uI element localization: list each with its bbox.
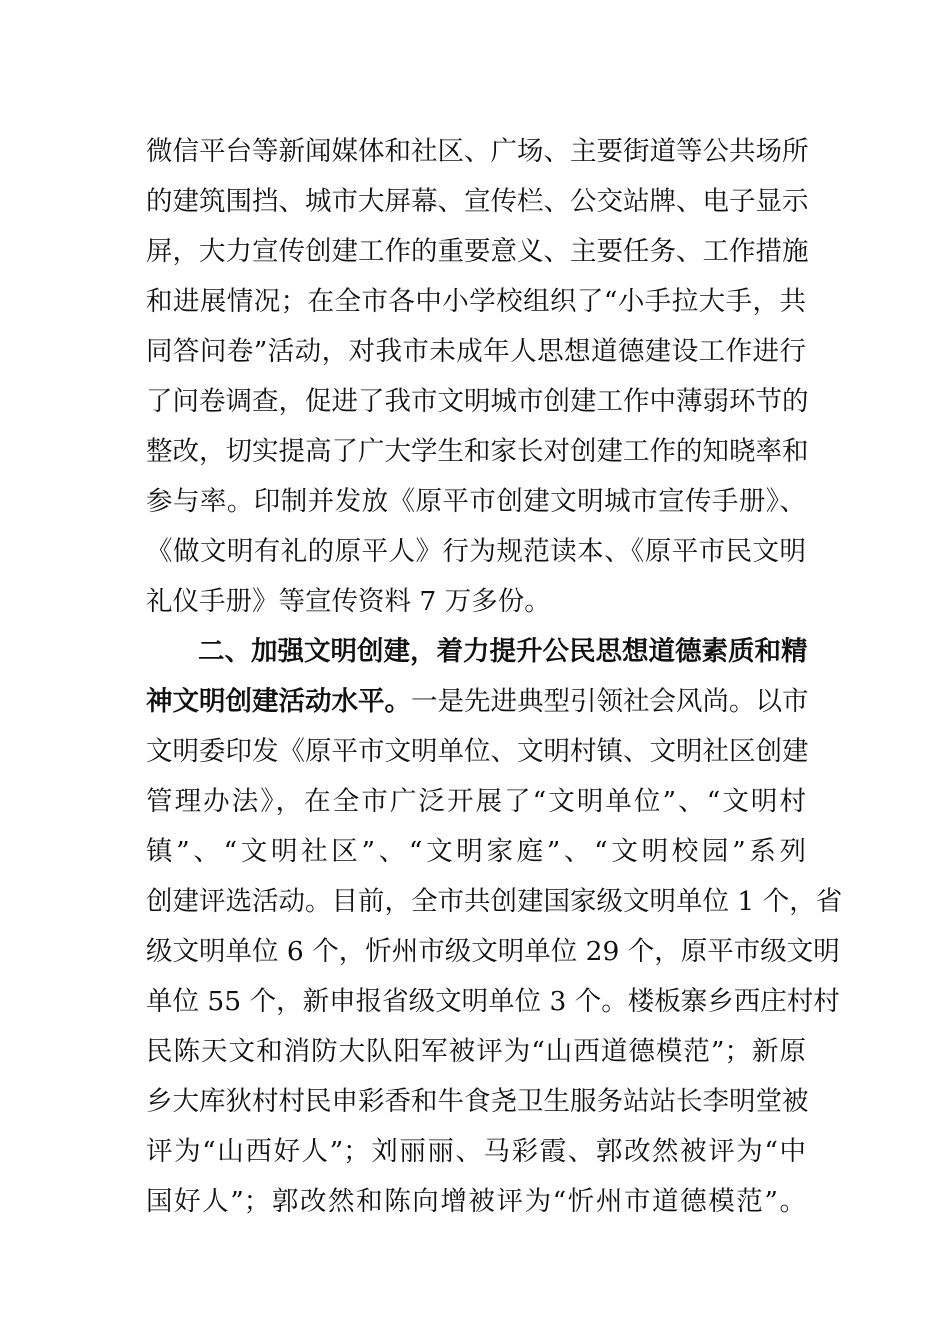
paragraph-line: 级文明单位 6 个，忻州市级文明单位 29 个，原平市级文明: [146, 936, 840, 967]
paragraph-line: 单位 55 个，新申报省级文明单位 3 个。楼板寨乡西庄村村: [146, 986, 840, 1017]
paragraph-line: 创建评选活动。目前，全市共创建国家级文明单位 1 个，省: [146, 886, 843, 917]
paragraph-line: [146, 678, 809, 726]
paragraph-line: 国好人”；郭改然和陈向增被评为“忻州市道德模范”。: [146, 1186, 806, 1217]
paragraph-line: 和进展情况；在全市各中小学校组织了“小手拉大手，共: [146, 286, 806, 317]
paragraph-line: 文明委印发《原平市文明单位、文明村镇、文明社区创建: [146, 736, 809, 767]
paragraph-line: 镇”、“文明社区”、“文明家庭”、“文明校园”系列: [146, 836, 806, 867]
paragraph-line: 乡大库狄村村民申彩香和牛食尧卫生服务站站长李明堂被: [146, 1086, 809, 1117]
paragraph-line: 礼仪手册》等宣传资料 7 万多份。: [146, 586, 551, 617]
paragraph-line: 评为“山西好人”；刘丽丽、马彩霞、郭改然被评为“中: [146, 1136, 806, 1167]
section-heading: 二、加强文明创建，着力提升公民思想道德素质和精: [198, 636, 808, 667]
paragraph-line: 了问卷调查，促进了我市文明城市创建工作中薄弱环节的: [146, 386, 809, 417]
paragraph-line: 微信平台等新闻媒体和社区、广场、主要街道等公共场所: [146, 136, 809, 167]
paragraph-line: 同答问卷”活动，对我市未成年人思想道德建设工作进行: [146, 336, 806, 367]
section-heading-continuation: 神文明创建活动水平。: [146, 686, 411, 717]
paragraph-line: 《做文明有礼的原平人》行为规范读本、《原平市民文明: [146, 536, 806, 567]
paragraph-line: 的建筑围挡、城市大屏幕、宣传栏、公交站牌、电子显示: [146, 186, 809, 217]
paragraph-text: 一是先进典型引领社会风尚。以市: [411, 686, 809, 717]
paragraph-line: 整改，切实提高了广大学生和家长对创建工作的知晓率和: [146, 436, 809, 467]
paragraph-line: 管理办法》，在全市广泛开展了“文明单位”、“文明村: [146, 786, 806, 817]
paragraph-line: 参与率。印制并发放《原平市创建文明城市宣传手册》、: [146, 486, 806, 517]
paragraph-line: 民陈天文和消防大队阳军被评为“山西道德模范”；新原: [146, 1036, 806, 1067]
paragraph-line: 屏，大力宣传创建工作的重要意义、主要任务、工作措施: [146, 236, 809, 267]
